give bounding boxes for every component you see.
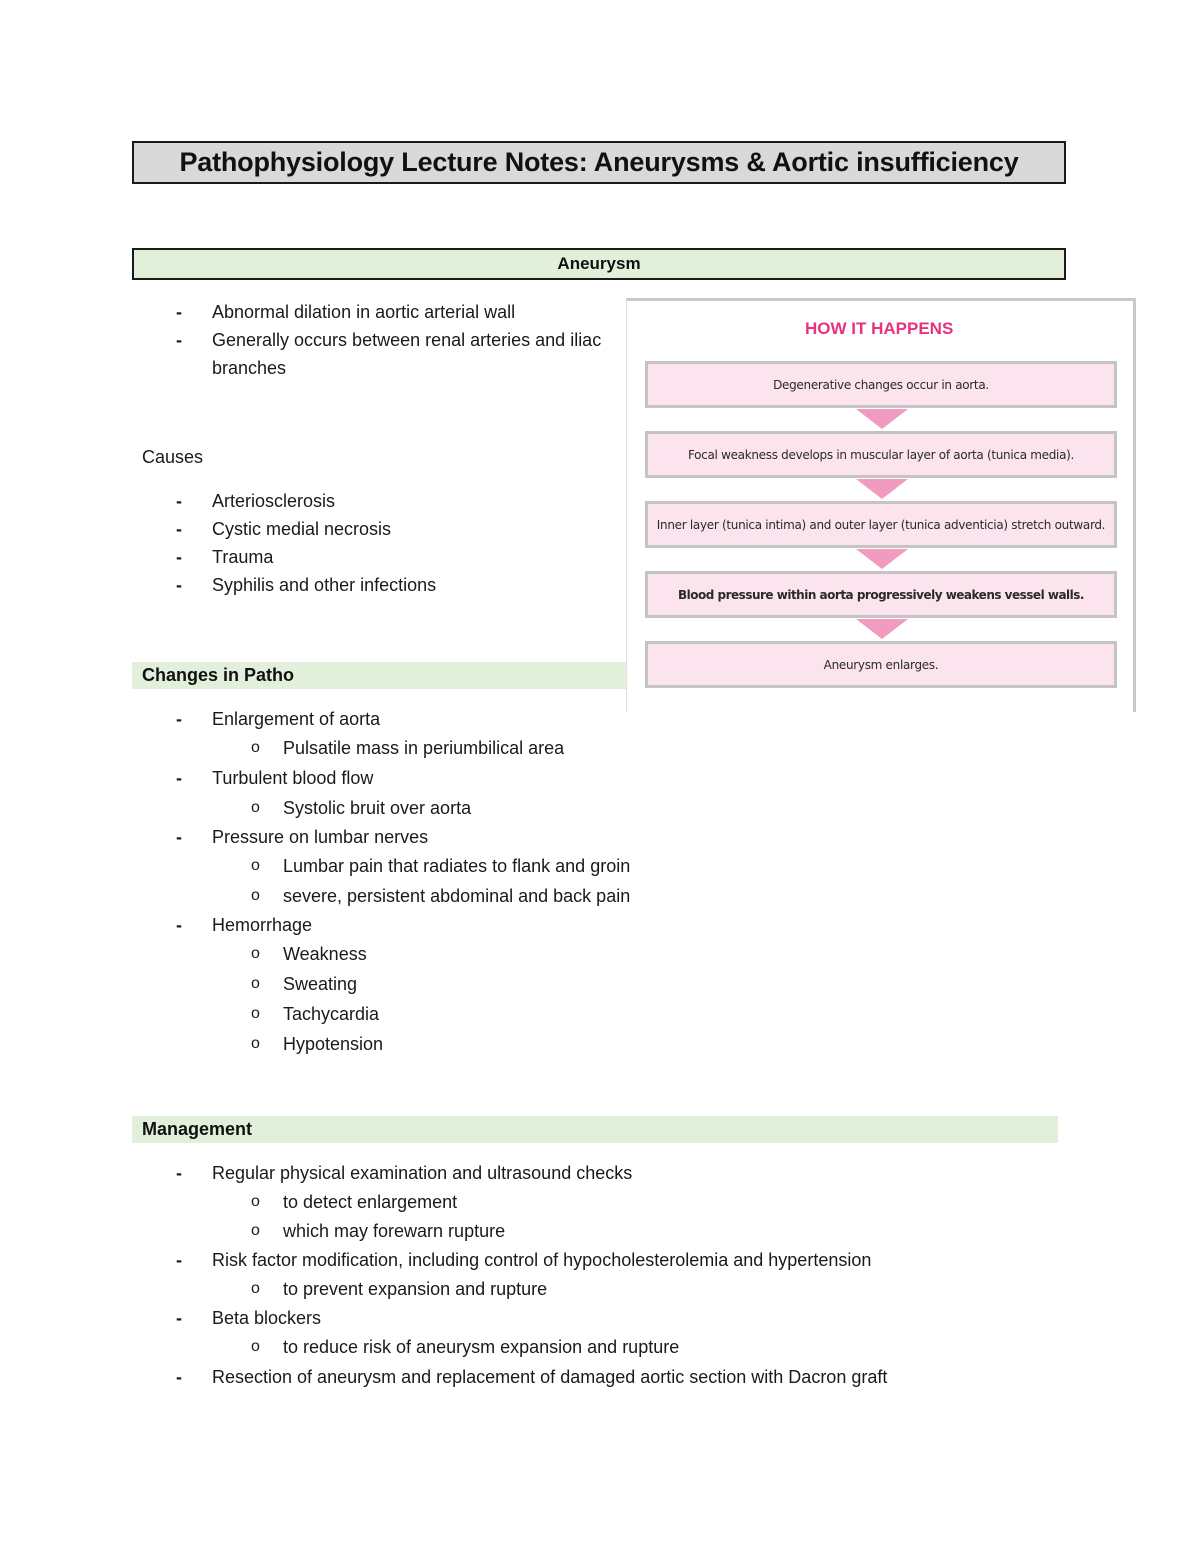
list-item: - Beta blockers	[142, 1304, 887, 1332]
changes-heading: Changes in Patho	[132, 662, 626, 689]
list-item: - Abnormal dilation in aortic arterial wall	[142, 298, 612, 326]
flow-step: Aneurysm enlarges.	[645, 641, 1117, 688]
changes-list	[142, 705, 630, 1058]
bullet-marker: -	[176, 547, 182, 567]
bullet-marker: -	[176, 768, 182, 788]
sub-list-item: o to detect enlargement	[142, 1188, 887, 1216]
sub-bullet-marker: o	[251, 857, 260, 874]
bullet-marker: -	[176, 1308, 182, 1328]
aneurysm-list	[142, 298, 612, 382]
sub-bullet-marker: o	[251, 1338, 260, 1355]
management-list	[142, 1159, 887, 1391]
flow-arrow-icon	[856, 479, 908, 499]
bullet-marker: -	[176, 1250, 182, 1270]
sub-list-item: o Pulsatile mass in periumbilical area	[142, 734, 630, 762]
bullet-marker: -	[176, 519, 182, 539]
bullet-marker: -	[176, 1367, 182, 1387]
list-item: - Cystic medial necrosis	[142, 515, 436, 543]
list-item: - Turbulent blood flow	[142, 764, 630, 792]
list-item: - Generally occurs between renal arteries and iliac branches	[142, 326, 612, 382]
sub-bullet-marker: o	[251, 975, 260, 992]
bullet-marker: -	[176, 827, 182, 847]
page-title: Pathophysiology Lecture Notes: Aneurysms & Aortic insufficiency	[132, 141, 1066, 184]
bullet-marker: -	[176, 1163, 182, 1183]
sub-list-item: o to reduce risk of aneurysm expansion and rupture	[142, 1333, 887, 1361]
sub-bullet-marker: o	[251, 799, 260, 816]
list-item: - Enlargement of aorta	[142, 705, 630, 733]
list-item: - Pressure on lumbar nerves	[142, 823, 630, 851]
list-item: - Hemorrhage	[142, 911, 630, 939]
sub-list-item: o severe, persistent abdominal and back pain	[142, 882, 630, 910]
causes-list	[142, 487, 436, 599]
sub-bullet-marker: o	[251, 945, 260, 962]
sub-list-item: o Tachycardia	[142, 1000, 630, 1028]
sub-list-item: o Sweating	[142, 970, 630, 998]
how-it-happens-figure	[626, 298, 1136, 712]
sub-bullet-marker: o	[251, 1035, 260, 1052]
sub-list-item: o Hypotension	[142, 1030, 630, 1058]
sub-bullet-marker: o	[251, 1193, 260, 1210]
sub-bullet-marker: o	[251, 1005, 260, 1022]
sub-bullet-marker: o	[251, 1280, 260, 1297]
figure-title: HOW IT HAPPENS	[805, 319, 954, 338]
sub-bullet-marker: o	[251, 887, 260, 904]
flow-step: Blood pressure within aorta progressively weakens vessel walls.	[645, 571, 1117, 618]
management-heading: Management	[132, 1116, 1058, 1143]
list-item: - Syphilis and other infections	[142, 571, 436, 599]
flow-arrow-icon	[856, 619, 908, 639]
flow-step: Focal weakness develops in muscular layer of aorta (tunica media).	[645, 431, 1117, 478]
flow-step: Degenerative changes occur in aorta.	[645, 361, 1117, 408]
bullet-marker: -	[176, 915, 182, 935]
list-item: - Resection of aneurysm and replacement of damaged aortic section with Dacron graft	[142, 1363, 887, 1391]
bullet-marker: -	[176, 575, 182, 595]
flow-arrow-icon	[856, 549, 908, 569]
bullet-marker: -	[176, 491, 182, 511]
aneurysm-heading: Aneurysm	[132, 248, 1066, 280]
flow-arrow-icon	[856, 409, 908, 429]
sub-list-item: o Systolic bruit over aorta	[142, 794, 630, 822]
bullet-marker: -	[176, 330, 182, 350]
sub-list-item: o Lumbar pain that radiates to flank and groin	[142, 852, 630, 880]
list-item: - Arteriosclerosis	[142, 487, 436, 515]
list-item: - Regular physical examination and ultrasound checks	[142, 1159, 887, 1187]
sub-list-item: o Weakness	[142, 940, 630, 968]
bullet-marker: -	[176, 709, 182, 729]
flow-step: Inner layer (tunica intima) and outer layer (tunica adventicia) stretch outward.	[645, 501, 1117, 548]
causes-heading: Causes	[142, 447, 204, 467]
bullet-marker: -	[176, 302, 182, 322]
list-item: - Risk factor modification, including control of hypocholesterolemia and hypertension	[142, 1246, 887, 1274]
sub-bullet-marker: o	[251, 739, 260, 756]
list-item: - Trauma	[142, 543, 436, 571]
sub-list-item: o which may forewarn rupture	[142, 1217, 887, 1245]
sub-bullet-marker: o	[251, 1222, 260, 1239]
sub-list-item: o to prevent expansion and rupture	[142, 1275, 887, 1303]
